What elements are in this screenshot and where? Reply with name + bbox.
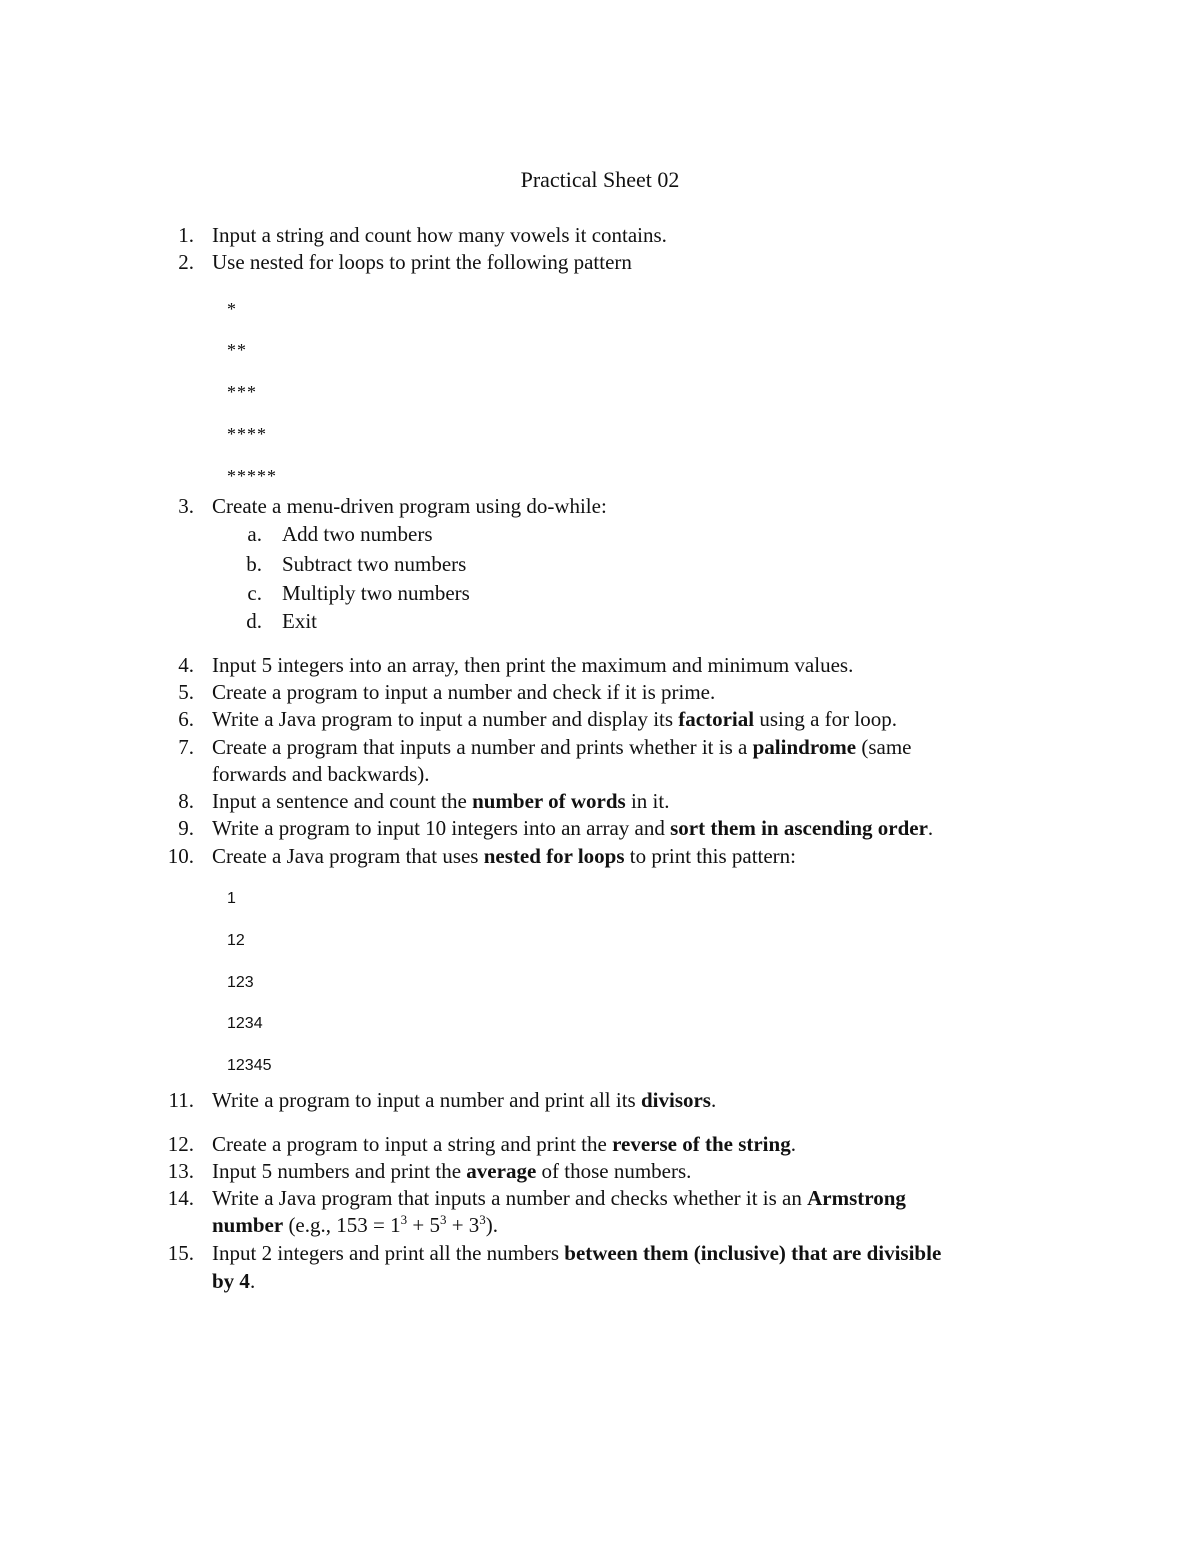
question-text: Input a sentence and count the number of words in it. [212, 789, 670, 813]
question-text: by 4. [212, 1269, 256, 1293]
question-text: Create a program that inputs a number and prints whether it is a palindrome (same [212, 735, 912, 759]
number-pattern-line: 1 [227, 890, 236, 907]
question-number: 10. [167, 844, 194, 868]
option-text: Exit [282, 609, 317, 633]
question-text: Create a menu-driven program using do-while: [212, 494, 607, 518]
question-text: Write a Java program to input a number and display its factorial using a for loop. [212, 707, 897, 731]
option-letter: d. [246, 609, 262, 633]
option-text: Multiply two numbers [282, 581, 470, 605]
question-number: 6. [178, 707, 194, 731]
option-letter: c. [247, 581, 262, 605]
question-text: Input 5 integers into an array, then print the maximum and minimum values. [212, 653, 854, 677]
question-number: 2. [178, 250, 194, 274]
question-number: 7. [178, 735, 194, 759]
question-number: 13. [167, 1159, 194, 1183]
question-number: 5. [178, 680, 194, 704]
star-pattern-line: ** [227, 340, 247, 360]
page-title: Practical Sheet 02 [520, 167, 680, 192]
option-letter: a. [247, 522, 262, 546]
question-text: Input 5 numbers and print the average of those numbers. [212, 1159, 692, 1183]
question-number: 9. [178, 816, 194, 840]
number-pattern-line: 12 [227, 932, 245, 949]
question-text: Create a program to input a string and print the reverse of the string. [212, 1132, 796, 1156]
question-text: Create a program to input a number and check if it is prime. [212, 680, 716, 704]
question-text: Create a Java program that uses nested for loops to print this pattern: [212, 844, 797, 868]
question-text: number (e.g., $153 = 1^3 + 5^3 + 3^3$). [212, 1212, 499, 1237]
question-text: Use nested for loops to print the following pattern [212, 250, 632, 274]
option-text: Subtract two numbers [282, 552, 467, 576]
question-number: 1. [178, 223, 194, 247]
question-text: forwards and backwards). [212, 762, 430, 786]
number-pattern-line: 1234 [227, 1015, 263, 1032]
question-text: Input a string and count how many vowels it contains. [212, 223, 667, 247]
question-number: 8. [178, 789, 194, 813]
number-pattern-line: 123 [227, 974, 254, 991]
question-text: Write a program to input a number and print all its divisors. [212, 1088, 717, 1112]
number-pattern-line: 12345 [227, 1057, 272, 1074]
question-number: 14. [167, 1186, 194, 1210]
star-pattern-line: **** [227, 424, 267, 444]
question-text: Input 2 integers and print all the numbers between them (inclusive) that are divisible [212, 1241, 942, 1265]
star-pattern-line: *** [227, 382, 257, 402]
question-number: 4. [178, 653, 194, 677]
question-text: Write a program to input 10 integers into an array and sort them in ascending order. [212, 816, 934, 840]
option-letter: b. [246, 552, 262, 576]
star-pattern-line: * [227, 299, 237, 319]
question-text: Write a Java program that inputs a number and checks whether it is an Armstrong [212, 1186, 906, 1210]
star-pattern-line: ***** [227, 466, 277, 486]
question-number: 12. [167, 1132, 194, 1156]
question-number: 15. [167, 1241, 194, 1265]
question-number: 3. [178, 494, 194, 518]
option-text: Add two numbers [282, 522, 433, 546]
question-number: 11. [168, 1088, 194, 1112]
